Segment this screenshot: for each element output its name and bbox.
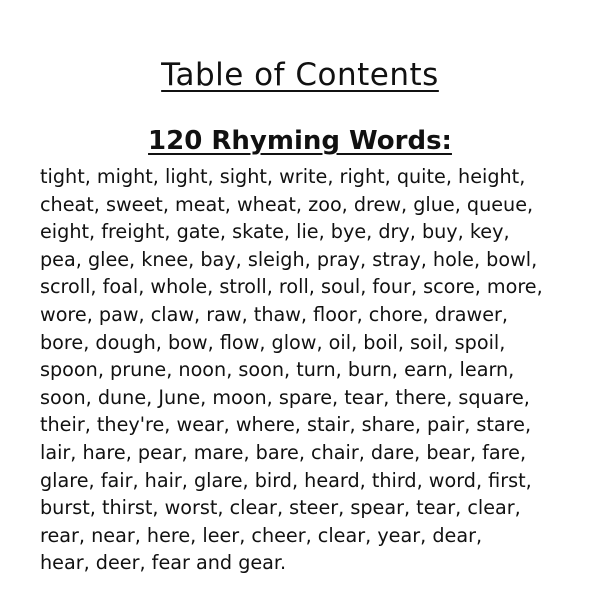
word-line: cheat, sweet, meat, wheat, zoo, drew, glue, queue,	[40, 192, 534, 216]
word-list	[40, 163, 570, 577]
page-title-text: Table of Contents	[161, 57, 439, 93]
word-line: scroll, foal, whole, stroll, roll, soul, four, score, more,	[40, 275, 543, 299]
section-heading-text: 120 Rhyming Words:	[148, 126, 452, 156]
word-line: glare, fair, hair, glare, bird, heard, third, word, first,	[40, 468, 532, 492]
word-line: lair, hare, pear, mare, bare, chair, dare, bear, fare,	[40, 440, 527, 464]
word-line: pea, glee, knee, bay, sleigh, pray, stray, hole, bowl,	[40, 247, 538, 271]
section-heading	[0, 125, 600, 157]
word-line: rear, near, here, leer, cheer, clear, year, dear,	[40, 523, 483, 547]
word-line: wore, paw, claw, raw, thaw, floor, chore, drawer,	[40, 302, 509, 326]
page-title	[0, 56, 600, 94]
word-line: tight, might, light, sight, write, right, quite, height,	[40, 165, 526, 188]
word-line: their, they're, wear, where, stair, share, pair, stare,	[40, 413, 532, 437]
word-line: spoon, prune, noon, soon, turn, burn, earn, learn,	[40, 358, 515, 382]
word-line: burst, thirst, worst, clear, steer, spear, tear, clear,	[40, 496, 521, 520]
word-line: soon, dune, June, moon, spare, tear, there, square,	[40, 385, 530, 409]
word-line: bore, dough, bow, flow, glow, oil, boil, soil, spoil,	[40, 330, 506, 354]
word-line: hear, deer, fear and gear.	[40, 551, 287, 575]
word-line: eight, freight, gate, skate, lie, bye, dry, buy, key,	[40, 220, 510, 244]
